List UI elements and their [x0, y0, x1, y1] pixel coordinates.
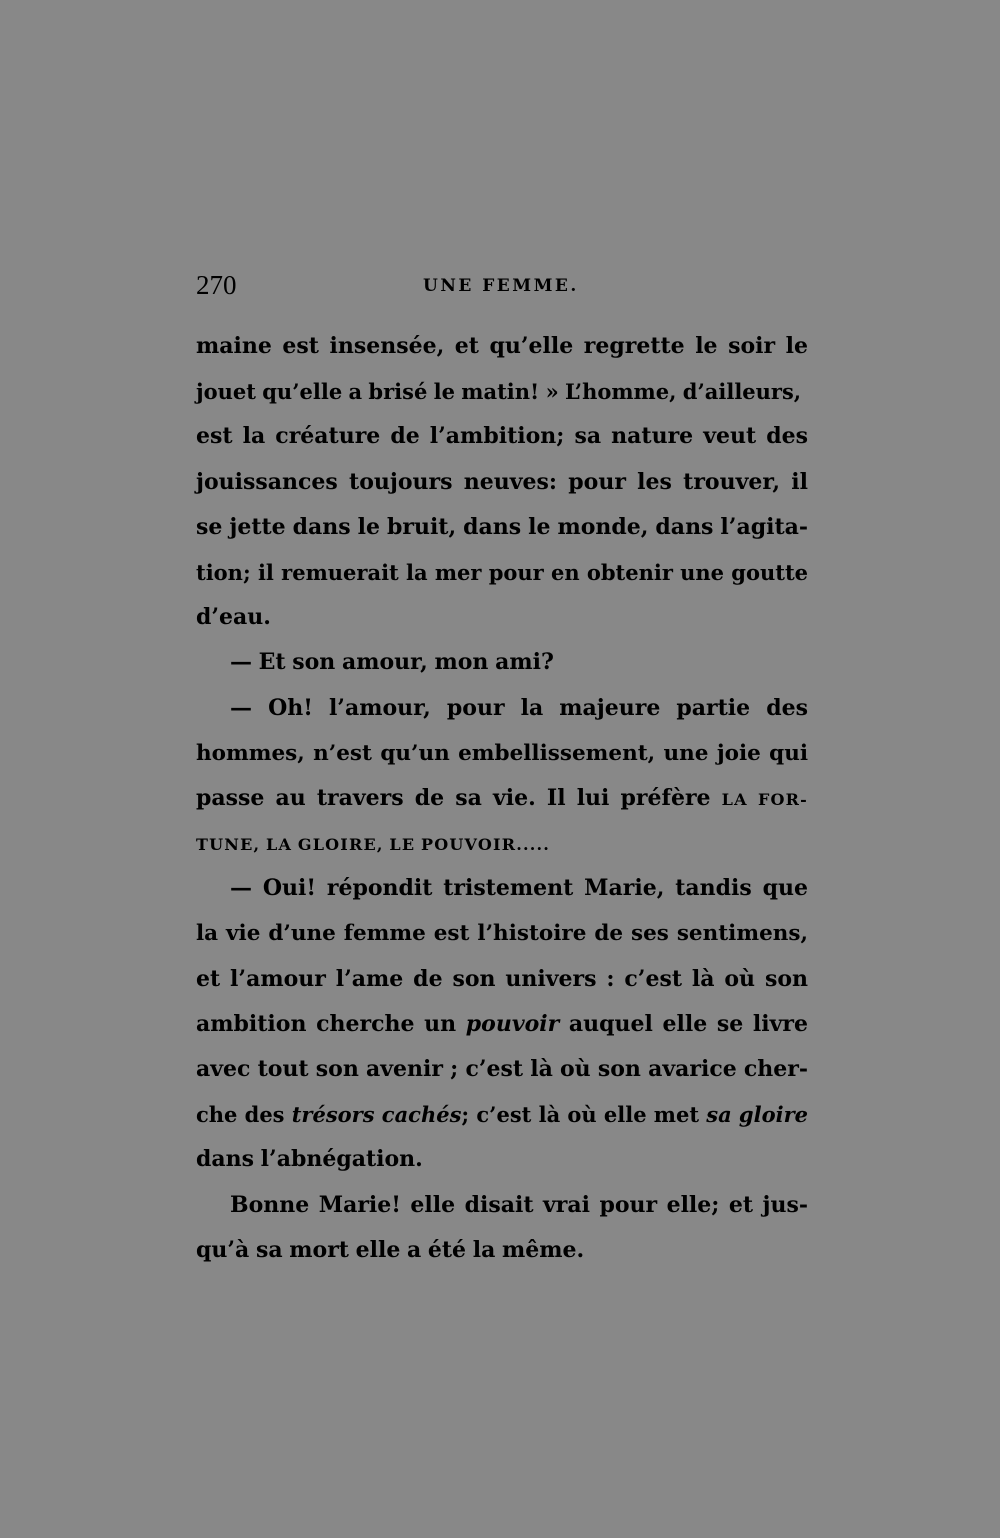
- text-run: maine est insensée, et qu’elle regrette le soir le: [196, 333, 808, 359]
- text-line: [196, 550, 808, 595]
- text-line: [196, 957, 808, 1002]
- text-run: jouissances toujours neuves: pour les trouver, il: [196, 468, 808, 495]
- text-run: Bonne Marie! elle disait vrai pour elle; et jus-: [230, 1191, 808, 1218]
- text-run: avec tout son avenir ; c’est là où son avarice cher-: [196, 1056, 808, 1082]
- text-line: [196, 1183, 808, 1228]
- page-number: 270: [196, 270, 237, 300]
- text-run: ambition cherche un: [196, 1010, 466, 1037]
- text-line: [196, 731, 808, 776]
- text-run: passe au travers de sa vie. Il lui préfère: [196, 784, 722, 811]
- text-run: che des: [196, 1102, 292, 1128]
- text-run: jouet qu’elle a brisé le matin! » L’homme, d’ailleurs,: [196, 379, 802, 405]
- text-line: [196, 505, 808, 550]
- text-run: qu’à sa mort elle a été la même.: [196, 1236, 585, 1263]
- text-run: tion; il remuerait la mer pour en obtenir une goutte: [196, 559, 808, 585]
- text-line: [196, 821, 808, 866]
- text-run: hommes, n’est qu’un embellissement, une joie qui: [196, 740, 808, 766]
- text-line: [196, 776, 808, 821]
- text-line: [196, 911, 808, 956]
- text-run: auquel elle se livre: [559, 1010, 809, 1037]
- text-line: [196, 1002, 808, 1047]
- text-line: [196, 686, 808, 731]
- text-line: [196, 414, 808, 459]
- text-run: dans l’abnégation.: [196, 1146, 423, 1173]
- text-run: la vie d’une femme est l’histoire de ses sentimens,: [196, 921, 808, 947]
- text-run: et l’amour l’ame de son univers : c’est là où son: [196, 965, 808, 992]
- text-line: [196, 1047, 808, 1092]
- small-caps-run: LA FOR-: [721, 789, 808, 809]
- text-line: [196, 1228, 808, 1273]
- text-run: — Et son amour, mon ami?: [230, 649, 554, 676]
- text-run: d’eau.: [196, 604, 271, 631]
- text-line: [196, 595, 808, 640]
- text-line: [196, 460, 808, 505]
- text-line: [196, 1092, 808, 1137]
- text-line: [196, 640, 808, 685]
- small-caps-run: TUNE, LA GLOIRE, LE POUVOIR.....: [196, 835, 551, 855]
- text-line: [196, 866, 808, 911]
- text-run: ; c’est là où elle met: [461, 1102, 707, 1128]
- text-line: [196, 1137, 808, 1182]
- running-title: UNE FEMME.: [423, 276, 579, 296]
- text-run: — Oh! l’amour, pour la majeure partie des: [230, 694, 808, 721]
- italic-run: pouvoir: [465, 1010, 560, 1037]
- body-text: [196, 324, 808, 1273]
- italic-run: sa gloire: [706, 1102, 808, 1128]
- text-line: [196, 369, 808, 414]
- text-run: — Oui! répondit tristement Marie, tandis que: [230, 875, 808, 902]
- page-header: [196, 268, 808, 308]
- text-run: se jette dans le bruit, dans le monde, dans l’agita-: [196, 513, 808, 540]
- text-line: [196, 324, 808, 369]
- italic-run: trésors cachés: [291, 1102, 462, 1128]
- text-run: est la créature de l’ambition; sa nature veut des: [196, 423, 808, 450]
